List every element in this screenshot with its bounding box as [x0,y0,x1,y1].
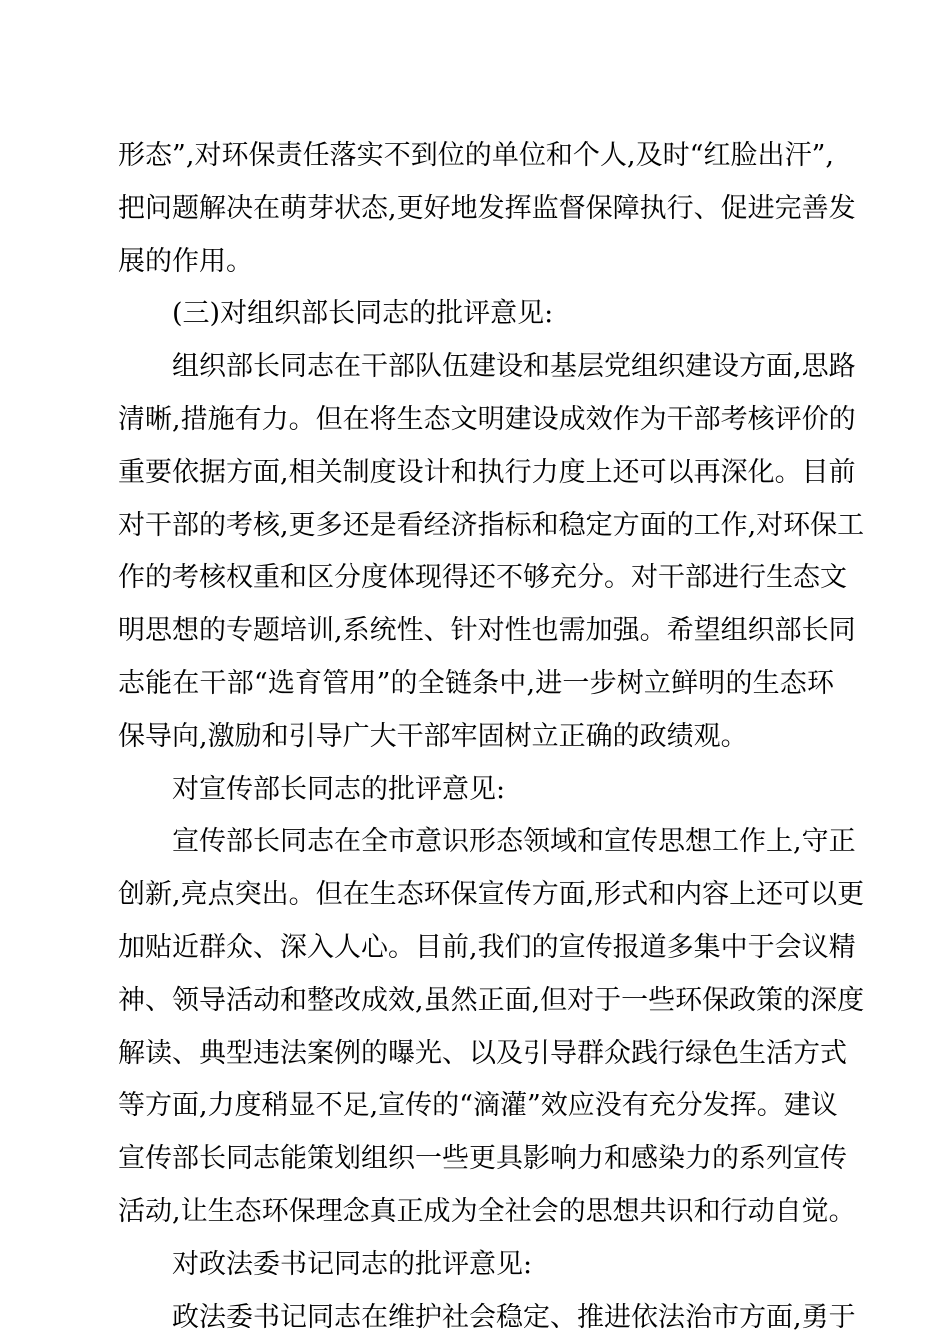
text-line: 志能在干部“选育管用”的全链条中,进一步树立鲜明的生态环 [118,667,834,699]
section-heading: 对政法委书记同志的批评意见: [172,1248,533,1280]
text-line: 清晰,措施有力。但在将生态文明建设成效作为干部考核评价的 [118,403,856,435]
text-line: 宣传部长同志在全市意识形态领域和宣传思想工作上,守正 [172,826,856,858]
text-line: 创新,亮点突出。但在生态环保宣传方面,形式和内容上还可以更 [118,879,865,911]
text-line: 作的考核权重和区分度体现得还不够充分。对干部进行生态文 [118,562,847,594]
text-line: 活动,让生态环保理念真正成为全社会的思想共识和行动自觉。 [118,1195,856,1227]
text-line: 重要依据方面,相关制度设计和执行力度上还可以再深化。目前 [118,456,856,488]
text-line: 神、领导活动和整改成效,虽然正面,但对于一些环保政策的深度 [118,984,865,1016]
text-line: 明思想的专题培训,系统性、针对性也需加强。希望组织部长同 [118,615,856,647]
section-heading: 对宣传部长同志的批评意见: [172,773,506,805]
text-line: 加贴近群众、深入人心。目前,我们的宣传报道多集中于会议精 [118,931,856,963]
section-heading: (三)对组织部长同志的批评意见: [172,298,554,330]
text-line: 展的作用。 [118,245,253,277]
document-body [118,130,865,1344]
text-line: 等方面,力度稍显不足,宣传的“滴灌”效应没有充分发挥。建议 [118,1090,838,1122]
text-line: 宣传部长同志能策划组织一些更具影响力和感染力的系列宣传 [118,1143,847,1175]
text-line: 解读、典型违法案例的曝光、以及引导群众践行绿色生活方式 [118,1037,847,1069]
text-line: 保导向,激励和引导广大干部牢固树立正确的政绩观。 [118,720,748,752]
text-line: 把问题解决在萌芽状态,更好地发挥监督保障执行、促进完善发 [118,192,856,224]
text-line: 政法委书记同志在维护社会稳定、推进依法治市方面,勇于 [172,1301,856,1333]
text-line: 组织部长同志在干部队伍建设和基层党组织建设方面,思路 [172,351,856,383]
text-line: 形态”,对环保责任落实不到位的单位和个人,及时“红脸出汗”, [118,140,834,171]
text-line: 对干部的考核,更多还是看经济指标和稳定方面的工作,对环保工 [118,509,865,541]
